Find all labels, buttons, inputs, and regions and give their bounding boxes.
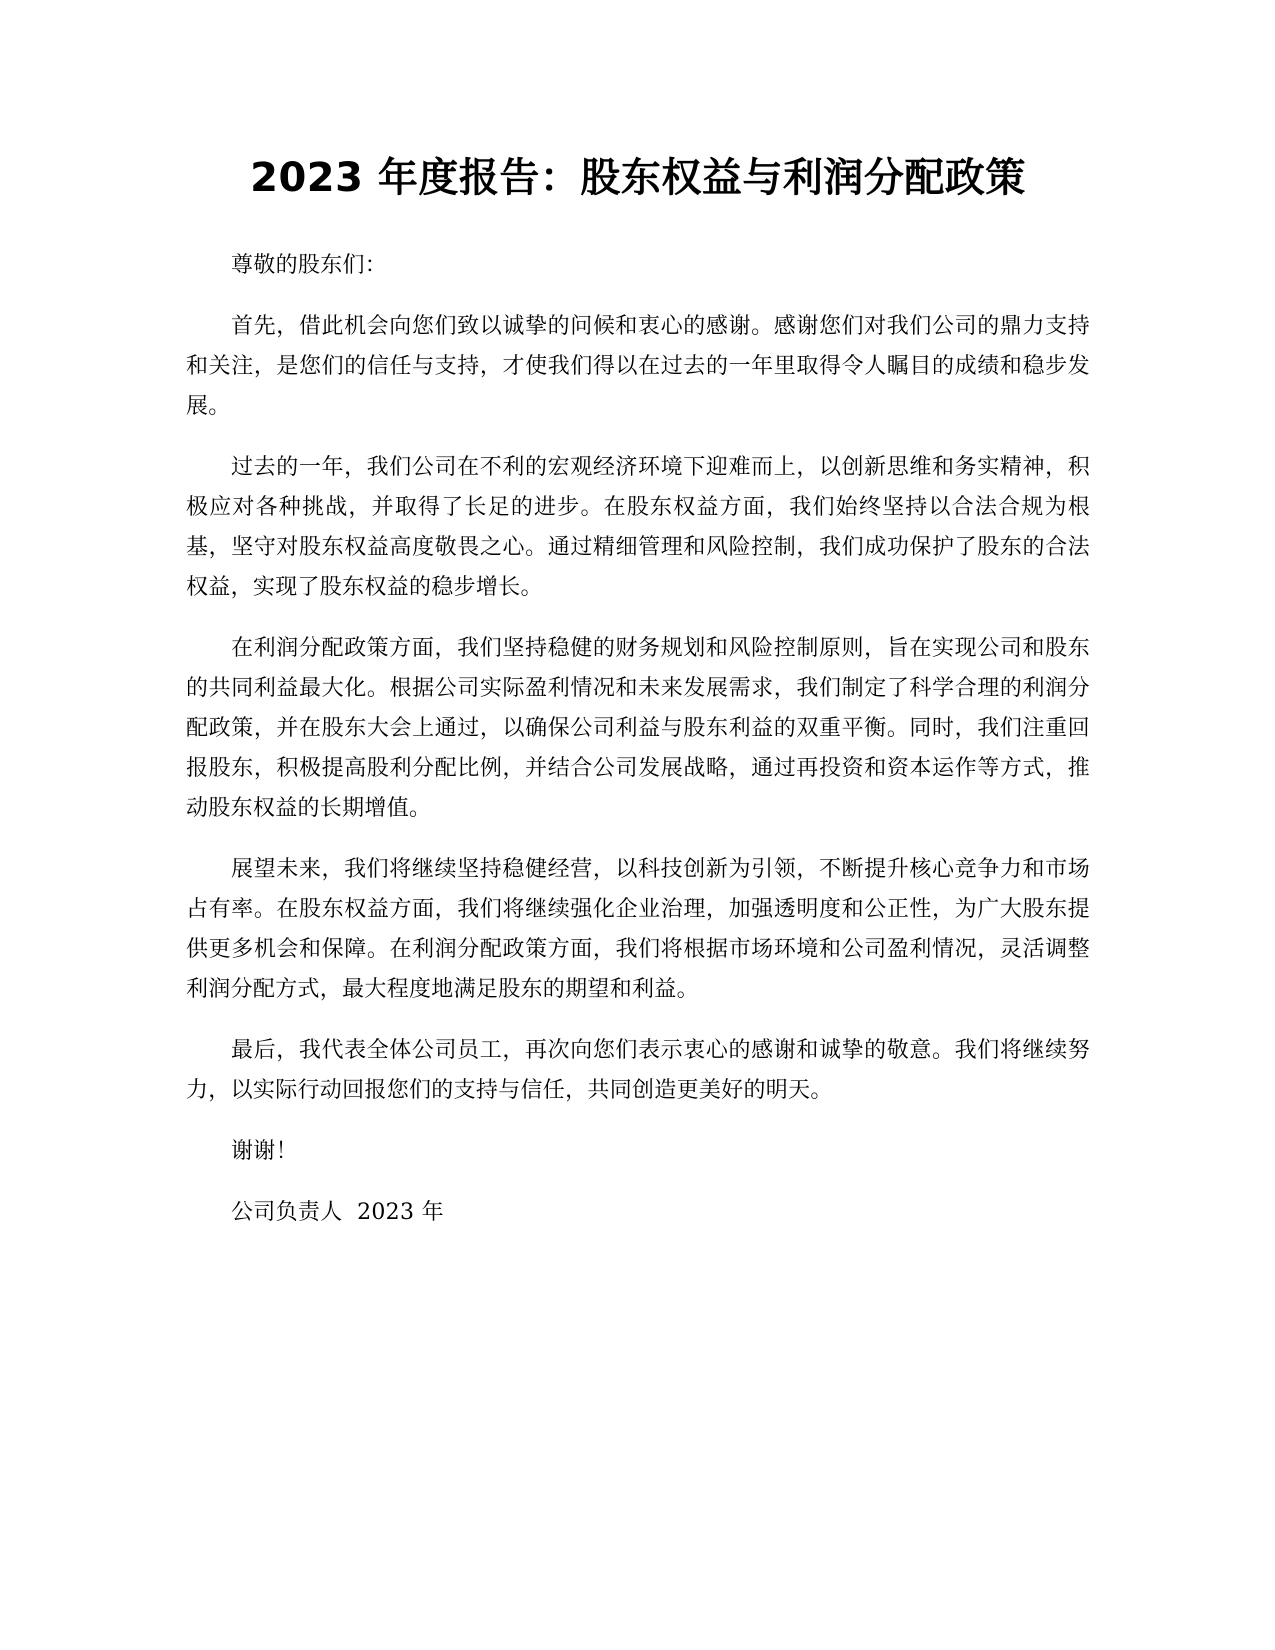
- paragraph-past-year: 过去的一年，我们公司在不利的宏观经济环境下迎难而上，以创新思维和务实精神，积极应对各种挑战，并取得了长足的进步。在股东权益方面，我们始终坚持以合法合规为根基，坚守对股东权益高度敬畏之心。通过精细管理和风险控制，我们成功保护了股东的合法权益，实现了股东权益的稳步增长。: [186, 455, 1090, 600]
- paragraph-outlook: 展望未来，我们将继续坚持稳健经营，以科技创新为引领，不断提升核心竞争力和市场占有率。在股东权益方面，我们将继续强化企业治理，加强透明度和公正性，为广大股东提供更多机会和保障。在利润分配政策方面，我们将根据市场环境和公司盈利情况，灵活调整利润分配方式，最大程度地满足股东的期望和利益。: [186, 857, 1090, 1002]
- closing-line: 谢谢！: [231, 1139, 298, 1164]
- signature-line: 公司负责人 2023 年: [231, 1200, 444, 1225]
- document-body: [186, 246, 1090, 1254]
- paragraph-profit-distribution: 在利润分配政策方面，我们坚持稳健的财务规划和风险控制原则，旨在实现公司和股东的共同利益最大化。根据公司实际盈利情况和未来发展需求，我们制定了科学合理的利润分配政策，并在股东大会上通过，以确保公司利益与股东利益的双重平衡。同时，我们注重回报股东，积极提高股利分配比例，并结合公司发展战略，通过再投资和资本运作等方式，推动股东权益的长期增值。: [186, 636, 1090, 821]
- paragraph-final-thanks: 最后，我代表全体公司员工，再次向您们表示衷心的感谢和诚挚的敬意。我们将继续努力，以实际行动回报您们的支持与信任，共同创造更美好的明天。: [186, 1038, 1090, 1103]
- salutation: 尊敬的股东们：: [231, 253, 388, 278]
- document-title: 2023 年度报告：股东权益与利润分配政策: [250, 155, 1026, 201]
- paragraph-greeting: 首先，借此机会向您们致以诚挚的问候和衷心的感谢。感谢您们对我们公司的鼎力支持和关注，是您们的信任与支持，才使我们得以在过去的一年里取得令人瞩目的成绩和稳步发展。: [186, 314, 1090, 419]
